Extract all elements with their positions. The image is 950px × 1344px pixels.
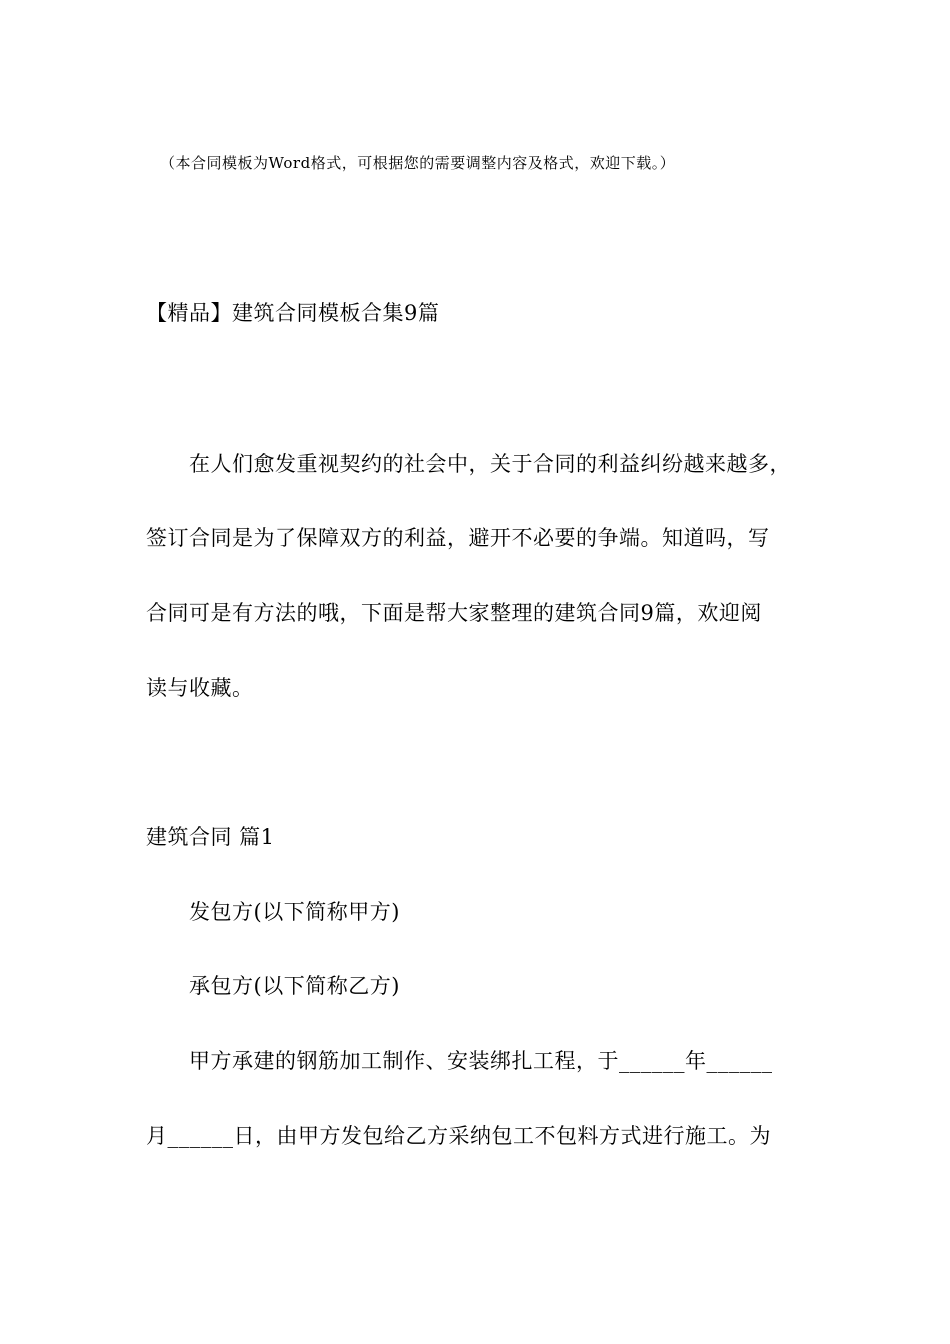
party-a-line: 发包方(以下简称甲方): [189, 900, 400, 924]
intro-line-3: 合同可是有方法的哦，下面是帮大家整理的建筑合同9篇，欢迎阅: [146, 601, 762, 625]
body-line-1: 甲方承建的钢筋加工制作、安装绑扎工程，于______年______: [189, 1049, 773, 1073]
document-title: 【精品】建筑合同模板合集9篇: [146, 301, 440, 325]
template-notice: （本合同模板为Word格式，可根据您的需要调整内容及格式，欢迎下载。）: [160, 154, 676, 172]
intro-line-4: 读与收藏。: [146, 676, 254, 700]
intro-line-1: 在人们愈发重视契约的社会中，关于合同的利益纠纷越来越多，: [189, 452, 791, 476]
body-line-2: 月______日，由甲方发包给乙方采纳包工不包料方式进行施工。为: [146, 1124, 771, 1148]
section-heading: 建筑合同 篇1: [146, 825, 275, 849]
intro-line-2: 签订合同是为了保障双方的利益，避开不必要的争端。知道吗，写: [146, 526, 770, 550]
party-b-line: 承包方(以下简称乙方): [189, 974, 400, 998]
